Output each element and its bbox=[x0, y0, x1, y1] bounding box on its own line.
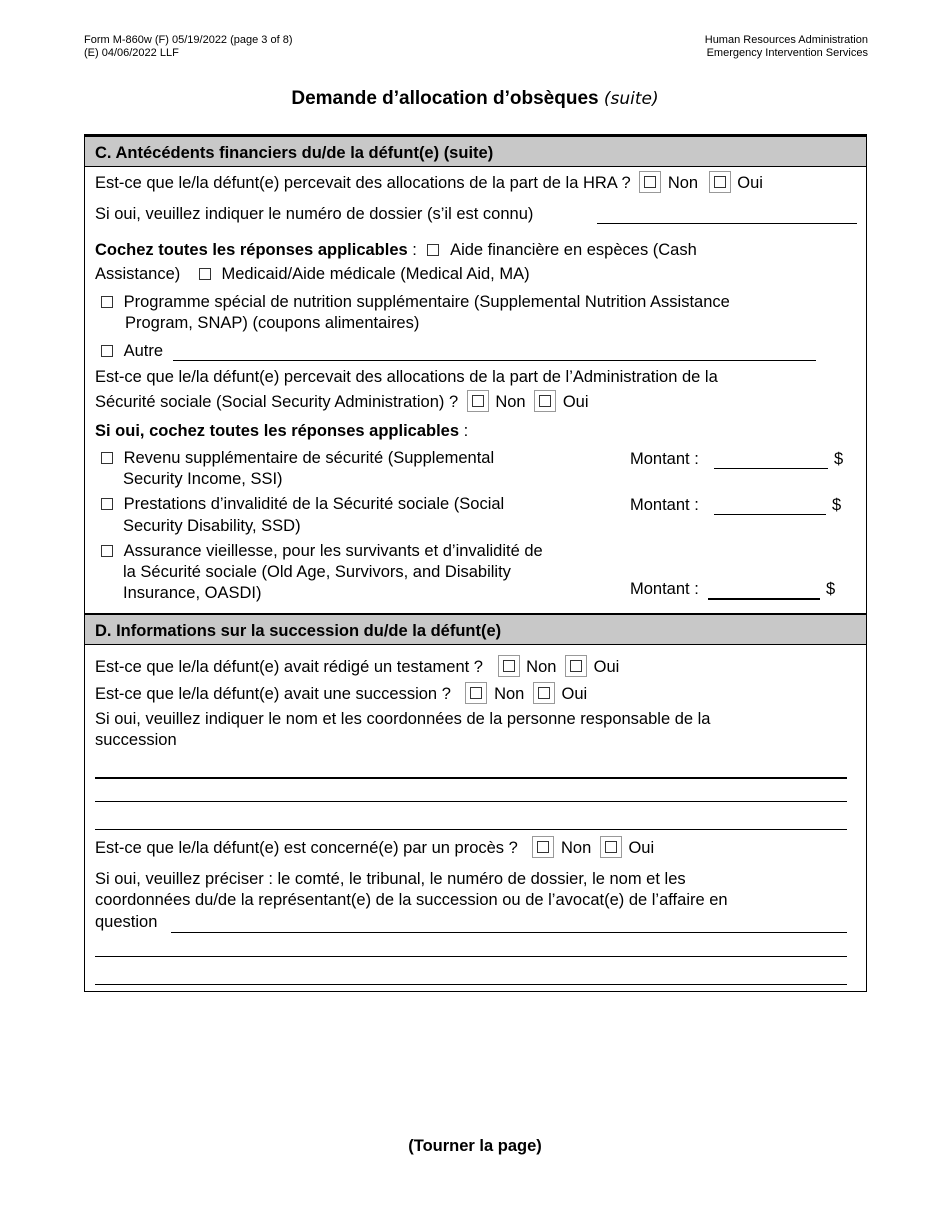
form-body bbox=[84, 134, 867, 992]
lawsuit-detail-field-3[interactable] bbox=[95, 984, 847, 985]
if-yes-row bbox=[95, 421, 468, 442]
hra-question-row bbox=[95, 171, 763, 194]
ssa-oui-checkbox[interactable] bbox=[534, 390, 556, 412]
other-checkbox[interactable] bbox=[101, 345, 113, 357]
ssd-amount-field[interactable] bbox=[714, 514, 826, 515]
estate-question: Est-ce que le/la défunt(e) avait une succession ? bbox=[95, 685, 451, 703]
ssi-currency: $ bbox=[834, 450, 844, 468]
agency-name bbox=[705, 34, 868, 60]
hra-non-checkbox[interactable] bbox=[639, 171, 661, 193]
ssd-row bbox=[101, 494, 504, 515]
lawsuit-detail-field-1[interactable] bbox=[171, 932, 847, 933]
estate-contact-field-3[interactable] bbox=[95, 829, 847, 830]
oasdi-currency: $ bbox=[826, 580, 836, 598]
other-field[interactable] bbox=[173, 360, 816, 361]
ssi-label-2: Security Income, SSI) bbox=[123, 470, 283, 488]
lawsuit-detail-label-1: Si oui, veuillez préciser : le comté, le tribunal, le numéro de dossier, le nom et les bbox=[95, 870, 686, 888]
oasdi-amount-label: Montant : bbox=[630, 580, 699, 598]
will-non-label: Non bbox=[526, 658, 557, 676]
oasdi-row bbox=[101, 541, 543, 562]
lawsuit-oui-checkbox[interactable] bbox=[600, 836, 622, 858]
page-title-main: Demande d’allocation d’obsèques bbox=[291, 88, 599, 109]
estate-contact-field-1[interactable] bbox=[95, 777, 847, 779]
ssa-question-2: Sécurité sociale (Social Security Administration) ? bbox=[95, 393, 459, 411]
cash-assistance-label-1: Aide financière en espèces (Cash bbox=[450, 241, 697, 259]
estate-contact-label-1: Si oui, veuillez indiquer le nom et les coordonnées de la personne responsable de la bbox=[95, 710, 711, 728]
turn-page-note: (Tourner la page) bbox=[408, 1137, 542, 1155]
if-yes-label: Si oui, cochez toutes les réponses applicables bbox=[95, 422, 460, 440]
oasdi-amount-field[interactable] bbox=[708, 598, 820, 600]
ssa-oui-label: Oui bbox=[562, 393, 589, 411]
estate-oui-label: Oui bbox=[561, 685, 588, 703]
ssd-label-1: Prestations d’invalidité de la Sécurité sociale (Social bbox=[123, 495, 505, 513]
lawsuit-detail-field-2[interactable] bbox=[95, 956, 847, 957]
ssd-amount-label: Montant : bbox=[630, 496, 699, 514]
ssi-amount-field[interactable] bbox=[714, 468, 828, 469]
hra-question: Est-ce que le/la défunt(e) percevait des allocations de la part de la HRA ? bbox=[95, 174, 631, 192]
hra-non-label: Non bbox=[667, 174, 699, 192]
section-d-heading: D. Informations sur la succession du/de la défunt(e) bbox=[85, 613, 866, 645]
form-id-line1: Form M-860w (F) 05/19/2022 (page 3 of 8) bbox=[84, 34, 293, 46]
ssd-checkbox[interactable] bbox=[101, 498, 113, 510]
check-all-label: Cochez toutes les réponses applicables bbox=[95, 241, 408, 259]
other-row bbox=[101, 341, 163, 362]
ssa-question-1: Est-ce que le/la défunt(e) percevait des allocations de la part de l’Administration de la bbox=[95, 368, 718, 386]
agency-line1: Human Resources Administration bbox=[704, 34, 868, 46]
form-id bbox=[84, 34, 292, 60]
check-all-colon: : bbox=[412, 241, 417, 259]
page-title-suite: (suite) bbox=[603, 89, 659, 109]
lawsuit-non-checkbox[interactable] bbox=[532, 836, 554, 858]
will-question-row bbox=[95, 655, 619, 678]
page-title bbox=[0, 88, 950, 110]
ssi-row bbox=[101, 448, 494, 469]
oasdi-checkbox[interactable] bbox=[101, 545, 113, 557]
medicaid-checkbox[interactable] bbox=[199, 268, 211, 280]
estate-question-row bbox=[95, 682, 587, 705]
snap-checkbox[interactable] bbox=[101, 296, 113, 308]
case-number-label: Si oui, veuillez indiquer le numéro de dossier (s’il est connu) bbox=[95, 205, 534, 223]
will-question: Est-ce que le/la défunt(e) avait rédigé un testament ? bbox=[95, 658, 483, 676]
ssi-label-1: Revenu supplémentaire de sécurité (Supplemental bbox=[123, 449, 495, 467]
snap-row bbox=[101, 292, 730, 313]
form-id-line2: (E) 04/06/2022 LLF bbox=[84, 47, 179, 59]
snap-label-1: Programme spécial de nutrition supplémentaire (Supplemental Nutrition Assistance bbox=[123, 293, 730, 311]
lawsuit-oui-label: Oui bbox=[628, 839, 655, 857]
ssi-checkbox[interactable] bbox=[101, 452, 113, 464]
oasdi-label-3: Insurance, OASDI) bbox=[123, 584, 262, 602]
ssa-non-checkbox[interactable] bbox=[467, 390, 489, 412]
section-c-heading: C. Antécédents financiers du/de la défunt(e) (suite) bbox=[85, 135, 866, 167]
ssd-label-2: Security Disability, SSD) bbox=[123, 517, 301, 535]
case-number-field[interactable] bbox=[597, 223, 857, 224]
lawsuit-detail-label-3: question bbox=[95, 913, 158, 931]
cash-assistance-label-2: Assistance) bbox=[95, 265, 181, 283]
will-oui-label: Oui bbox=[593, 658, 620, 676]
lawsuit-question-row bbox=[95, 836, 654, 859]
estate-contact-label-2: succession bbox=[95, 731, 177, 749]
estate-non-checkbox[interactable] bbox=[465, 682, 487, 704]
estate-contact-field-2[interactable] bbox=[95, 801, 847, 802]
ssa-non-label: Non bbox=[495, 393, 526, 411]
lawsuit-detail-label-2: coordonnées du/de la représentant(e) de la succession ou de l’avocat(e) de l’affaire en bbox=[95, 891, 728, 909]
cash-medicaid-row bbox=[95, 264, 530, 285]
check-all-row bbox=[95, 240, 697, 261]
oasdi-label-1: Assurance vieillesse, pour les survivants et d’invalidité de bbox=[123, 542, 543, 560]
cash-assistance-checkbox[interactable] bbox=[427, 244, 439, 256]
ssd-currency: $ bbox=[832, 496, 842, 514]
ssa-question-row bbox=[95, 390, 589, 413]
oasdi-label-2: la Sécurité sociale (Old Age, Survivors, and Disability bbox=[123, 563, 511, 581]
will-oui-checkbox[interactable] bbox=[565, 655, 587, 677]
will-non-checkbox[interactable] bbox=[498, 655, 520, 677]
estate-non-label: Non bbox=[494, 685, 525, 703]
other-label: Autre bbox=[123, 342, 164, 360]
hra-oui-checkbox[interactable] bbox=[709, 171, 731, 193]
medicaid-label: Medicaid/Aide médicale (Medical Aid, MA) bbox=[221, 265, 530, 283]
lawsuit-question: Est-ce que le/la défunt(e) est concerné(e) par un procès ? bbox=[95, 839, 518, 857]
agency-line2: Emergency Intervention Services bbox=[706, 47, 868, 59]
lawsuit-non-label: Non bbox=[561, 839, 592, 857]
ssi-amount-label: Montant : bbox=[630, 450, 699, 468]
hra-oui-label: Oui bbox=[737, 174, 763, 192]
snap-label-2: Program, SNAP) (coupons alimentaires) bbox=[125, 314, 420, 332]
if-yes-colon: : bbox=[463, 422, 469, 440]
estate-oui-checkbox[interactable] bbox=[533, 682, 555, 704]
